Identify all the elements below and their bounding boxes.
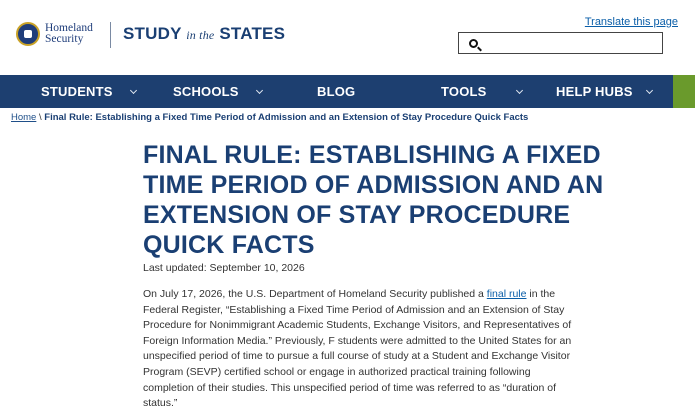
translate-link[interactable]: Translate this page	[584, 16, 678, 28]
dhs-logo-line2: Security	[45, 33, 84, 45]
logo-divider	[110, 22, 111, 48]
dhs-logo-text	[45, 23, 93, 45]
search-icon[interactable]	[469, 39, 478, 48]
dhs-logo[interactable]	[16, 22, 93, 46]
search-box[interactable]	[458, 32, 663, 54]
dhs-logo-line1: Homeland	[45, 22, 93, 34]
site-title-in-the: in the	[186, 28, 215, 42]
site-title-study: STUDY	[123, 24, 182, 43]
chevron-down-icon[interactable]	[130, 86, 137, 93]
last-updated: Last updated: September 10, 2026	[143, 262, 305, 274]
nav-item-tools[interactable]	[441, 75, 522, 108]
nav-item-label: TOOLS	[441, 84, 487, 99]
nav-item-label: BLOG	[317, 84, 356, 99]
breadcrumb-home-link[interactable]: Home	[11, 112, 37, 123]
paragraph-text-after-link: in the Federal Register, “Establishing a Fixed Time Period of Admission and an Extension of Stay Procedure for Nonimmigrant Academic Students, Exchange Visitors, and Representatives of Foreign Information Media.” Previously, F students were admitted to the United States for an unspecified period of time to pursue a full course of study at a Student and Exchange Visitor Program (SEVP) certified school or engage in authorized practical training following completion of their studies. This unspecified period of time was referred to as “duration of status.”	[143, 288, 572, 410]
chevron-down-icon[interactable]	[516, 86, 523, 93]
paragraph-text-before-link: On July 17, 2026, the U.S. Department of Homeland Security published a	[143, 288, 487, 300]
nav-item-help-hubs[interactable]	[556, 75, 652, 108]
nav-item-students[interactable]	[41, 75, 136, 108]
breadcrumb	[11, 112, 528, 123]
chevron-down-icon[interactable]	[256, 86, 263, 93]
nav-item-schools[interactable]	[173, 75, 262, 108]
chevron-down-icon[interactable]	[646, 86, 653, 93]
site-title[interactable]	[123, 24, 285, 44]
site-header	[0, 0, 695, 75]
breadcrumb-current: Final Rule: Establishing a Fixed Time Period of Admission and an Extension of Stay Procedure Quick Facts	[44, 112, 529, 123]
main-nav	[0, 75, 695, 108]
breadcrumb-separator: \	[38, 112, 42, 123]
final-rule-link[interactable]: final rule	[486, 288, 527, 300]
nav-item-label: HELP HUBS	[556, 84, 633, 99]
nav-item-label: STUDENTS	[41, 84, 113, 99]
nav-accent-bar	[673, 75, 695, 108]
nav-item-label: SCHOOLS	[173, 84, 239, 99]
search-input[interactable]	[484, 34, 662, 52]
page-title: FINAL RULE: ESTABLISHING A FIXED TIME PERIOD OF ADMISSION AND AN EXTENSION OF STAY PROCEDURE QUICK FACTS	[143, 141, 604, 259]
site-title-states: STATES	[219, 24, 286, 43]
dhs-seal-icon	[16, 22, 40, 46]
article-paragraph	[143, 287, 573, 412]
nav-item-blog[interactable]	[317, 75, 355, 108]
